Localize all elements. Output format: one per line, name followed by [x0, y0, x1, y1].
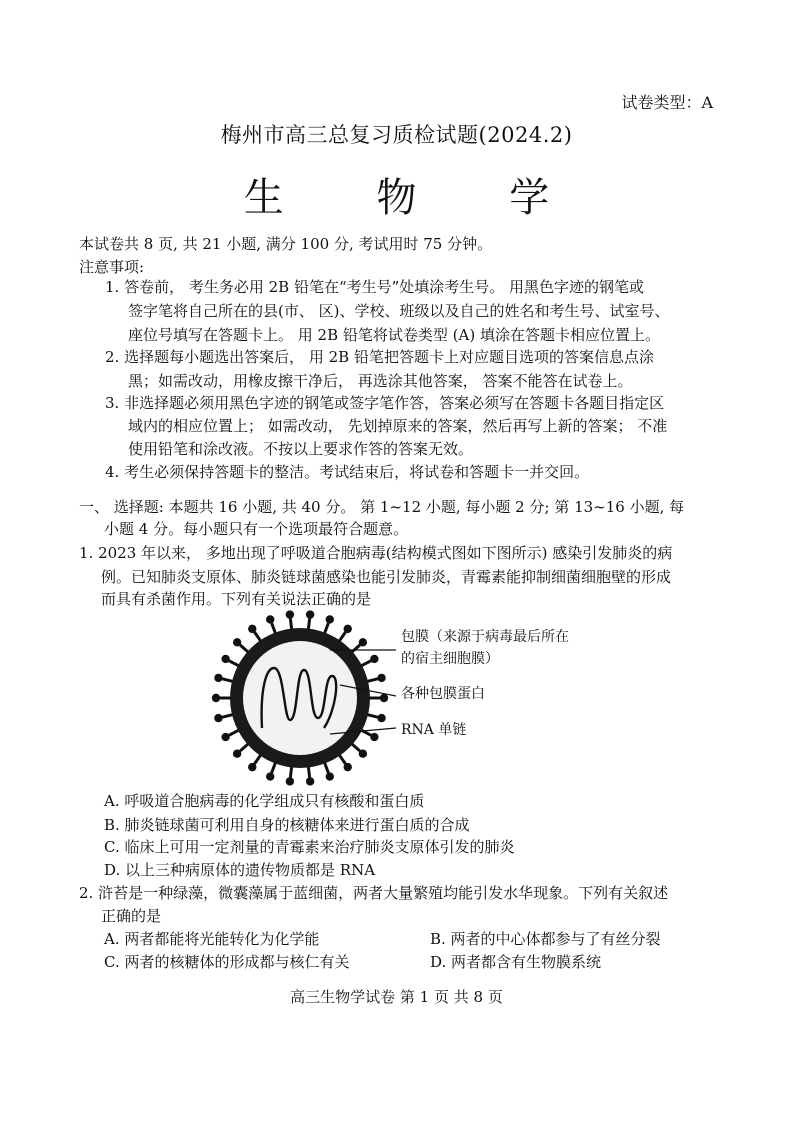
spike-head [326, 615, 334, 623]
spike-head [221, 655, 229, 663]
spike-head [212, 694, 220, 702]
spike-head [214, 714, 222, 722]
label-envelope-cont: 的宿主细胞膜） [401, 651, 499, 667]
spike-head [266, 615, 274, 623]
section1-heading: 一、 选择题: 本题共 16 小题, 共 40 分。 第 1~12 小题, 每小题 2 分; 第 13~16 小题, 每 [79, 498, 685, 516]
page-footer: 高三生物学试卷 第 1 页 共 8 页 [290, 988, 503, 1006]
q2-option-d: D. 两者都含有生物膜系统 [430, 953, 602, 971]
spike-head [306, 777, 314, 785]
label-envelope-protein: 各种包膜蛋白 [401, 686, 485, 702]
notice-line: 黑；如需改动，用橡皮擦干净后， 再选涂其他答案， 答案不能答在试卷上。 [128, 372, 633, 390]
spike-head [286, 610, 294, 618]
q1-option-d: D. 以上三种病原体的遗传物质都是 RNA [104, 861, 376, 879]
q1-option-a: A. 呼吸道合胞病毒的化学组成只有核酸和蛋白质 [104, 792, 425, 810]
q2-stem: 正确的是 [101, 907, 162, 925]
notice-line: 使用铅笔和涂改液。不按以上要求作答的答案无效。 [128, 440, 474, 458]
intro-text: 本试卷共 8 页, 共 21 小题, 满分 100 分, 考试用时 75 分钟。 [79, 235, 493, 253]
q1-stem: 而具有杀菌作用。下列有关说法正确的是 [101, 590, 372, 608]
q2-option-b: B. 两者的中心体都参与了有丝分裂 [430, 930, 661, 948]
label-rna: RNA 单链 [401, 722, 467, 738]
notice-line: 1. 答卷前， 考生务必用 2B 铅笔在“考生号”处填涂考生号。 用黑色字迹的钢笔或 [105, 278, 645, 296]
notice-heading: 注意事项: [79, 258, 145, 276]
notice-line: 签字笔将自己所在的县(市、 区)、学校、班级以及自己的姓名和考生号、试室号、 [128, 302, 670, 320]
q2-option-c: C. 两者的核糖体的形成都与核仁有关 [104, 953, 350, 971]
spike-head [326, 772, 334, 780]
leader-lines [330, 630, 405, 740]
notice-line: 域内的相应位置上； 如需改动， 先划掉原来的答案，然后再写上新的答案； 不准 [128, 417, 668, 435]
spike-head [221, 733, 229, 741]
notice-line: 座位号填写在答题卡上。 用 2B 铅笔将试卷类型 (A) 填涂在答题卡相应位置上。 [128, 326, 660, 344]
spike-head [233, 750, 241, 758]
spike-head [214, 674, 222, 682]
spike-head [266, 772, 274, 780]
spike-head [233, 638, 241, 646]
notice-line: 3. 非选择题必须用黑色字迹的钢笔或签字笔作答，答案必须写在答题卡各题目指定区 [105, 394, 665, 412]
subject-title: 生 物 学 [243, 175, 590, 221]
spike-head [344, 763, 352, 771]
spike-head [286, 777, 294, 785]
notice-line: 2. 选择题每小题选出答案后， 用 2B 铅笔把答题卡上对应题目选项的答案信息点涂 [105, 348, 654, 366]
spike-head [359, 750, 367, 758]
spike-head [248, 763, 256, 771]
q1-stem: 1. 2023 年以来， 多地出现了呼吸道合胞病毒(结构模式图如下图所示) 感染引发肺炎的病 [79, 544, 673, 562]
q2-stem: 2. 浒苔是一种绿藻，微囊藻属于蓝细菌，两者大量繁殖均能引发水华现象。下列有关叙述 [79, 884, 669, 902]
q1-option-b: B. 肺炎链球菌可利用自身的核糖体来进行蛋白质的合成 [104, 816, 470, 834]
spike-head [248, 625, 256, 633]
label-envelope: 包膜（来源于病毒最后所在 [401, 629, 569, 645]
q1-stem: 例。已知肺炎支原体、肺炎链球菌感染也能引发肺炎，青霉素能抑制细菌细胞壁的形成 [101, 568, 672, 586]
notice-line: 4. 考生必须保持答题卡的整洁。考试结束后，将试卷和答题卡一并交回。 [105, 463, 590, 481]
exam-title: 梅州市高三总复习质检试题(2024.2) [220, 123, 573, 147]
paper-type: 试卷类型：A [621, 93, 713, 112]
q2-option-a: A. 两者都能将光能转化为化学能 [104, 930, 320, 948]
section1-heading-cont: 小题 4 分。每小题只有一个选项最符合题意。 [104, 520, 409, 538]
q1-option-c: C. 临床上可用一定剂量的青霉素来治疗肺炎支原体引发的肺炎 [104, 838, 515, 856]
spike-head [306, 610, 314, 618]
